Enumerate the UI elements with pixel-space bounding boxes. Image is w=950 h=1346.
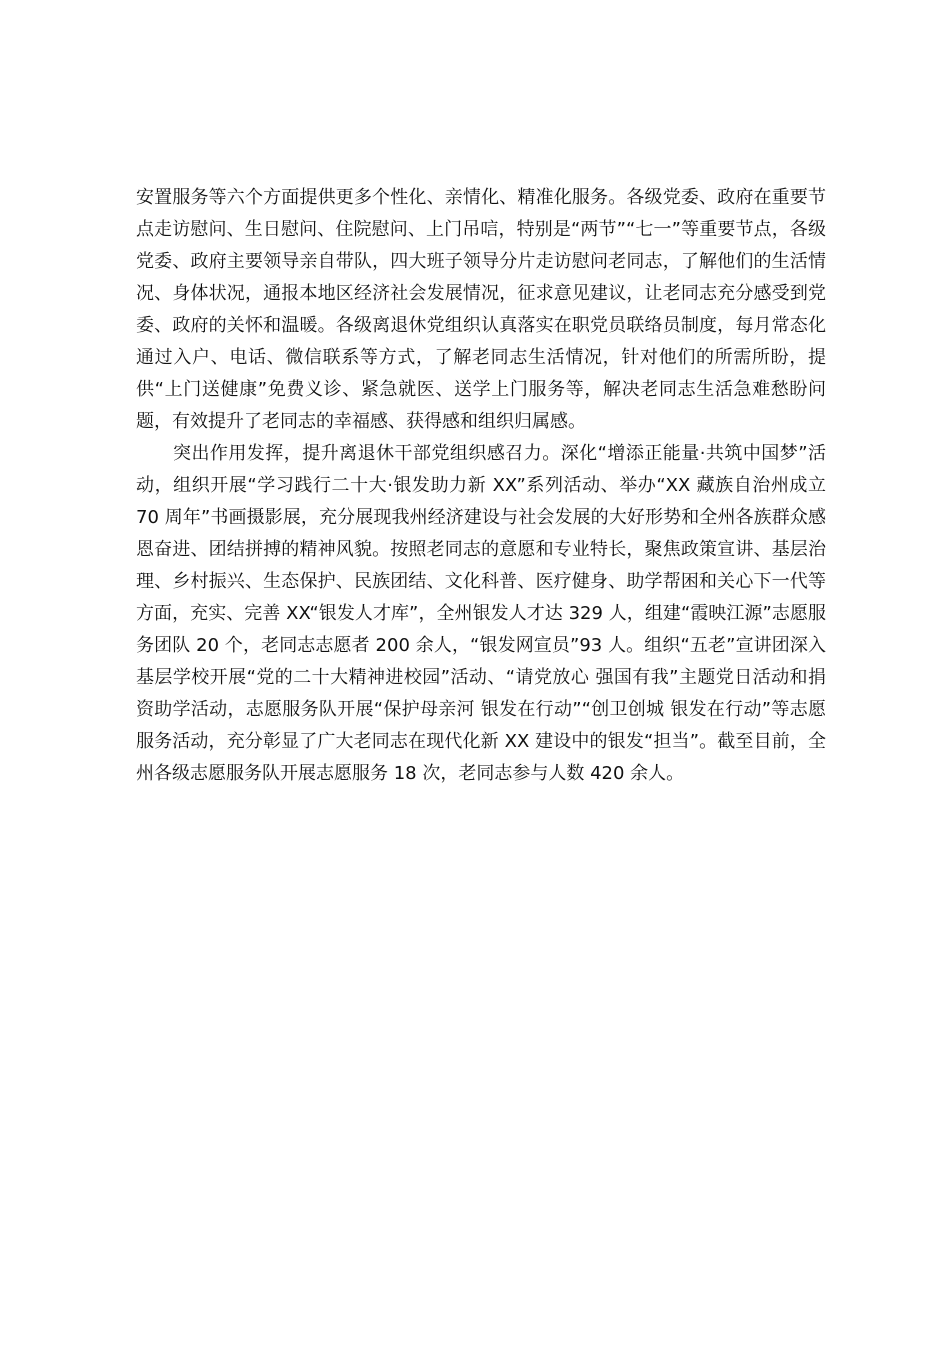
paragraph-role-play: 突出作用发挥，提升离退休干部党组织感召力。深化“增添正能量·共筑中国梦”活动，组织开展“学习践行二十大·银发助力新 XX”系列活动、举办“XX 藏族自治州成立 70 周年”书画摄影展，充分展现我州经济建设与社会发展的大好形势和全州各族群众感恩奋进、团结拼搏的精神风貌。按照老同志的意愿和专业特长，聚焦政策宣讲、基层治理、乡村振兴、生态保护、民族团结、文化科普、医疗健身、助学帮困和关心下一代等方面，充实、完善 XX“银发人才库”，全州银发人才达 329 人，组建“霞映江源”志愿服务团队 20 个，老同志志愿者 200 余人，“银发网宣员”93 人。组织“五老”宣讲团深入基层学校开展“党的二十大精神进校园”活动、“请党放心 强国有我”主题党日活动和捐资助学活动，志愿服务队开展“保护母亲河 银发在行动”“创卫创城 银发在行动”等志愿服务活动，充分彰显了广大老同志在现代化新 XX 建设中的银发“担当”。截至目前，全州各级志愿服务队开展志愿服务 18 次，老同志参与人数 420 余人。: [136, 443, 826, 784]
document-body: [136, 182, 826, 790]
paragraph-continuation: 安置服务等六个方面提供更多个性化、亲情化、精准化服务。各级党委、政府在重要节点走访慰问、生日慰问、住院慰问、上门吊唁，特别是“两节”“七一”等重要节点，各级党委、政府主要领导亲自带队，四大班子领导分片走访慰问老同志，了解他们的生活情况、身体状况，通报本地区经济社会发展情况，征求意见建议，让老同志充分感受到党委、政府的关怀和温暖。各级离退休党组织认真落实在职党员联络员制度，每月常态化通过入户、电话、微信联系等方式，了解老同志生活情况，针对他们的所需所盼，提供“上门送健康”免费义诊、紧急就医、送学上门服务等，解决老同志生活急难愁盼问题，有效提升了老同志的幸福感、获得感和组织归属感。: [136, 187, 826, 432]
